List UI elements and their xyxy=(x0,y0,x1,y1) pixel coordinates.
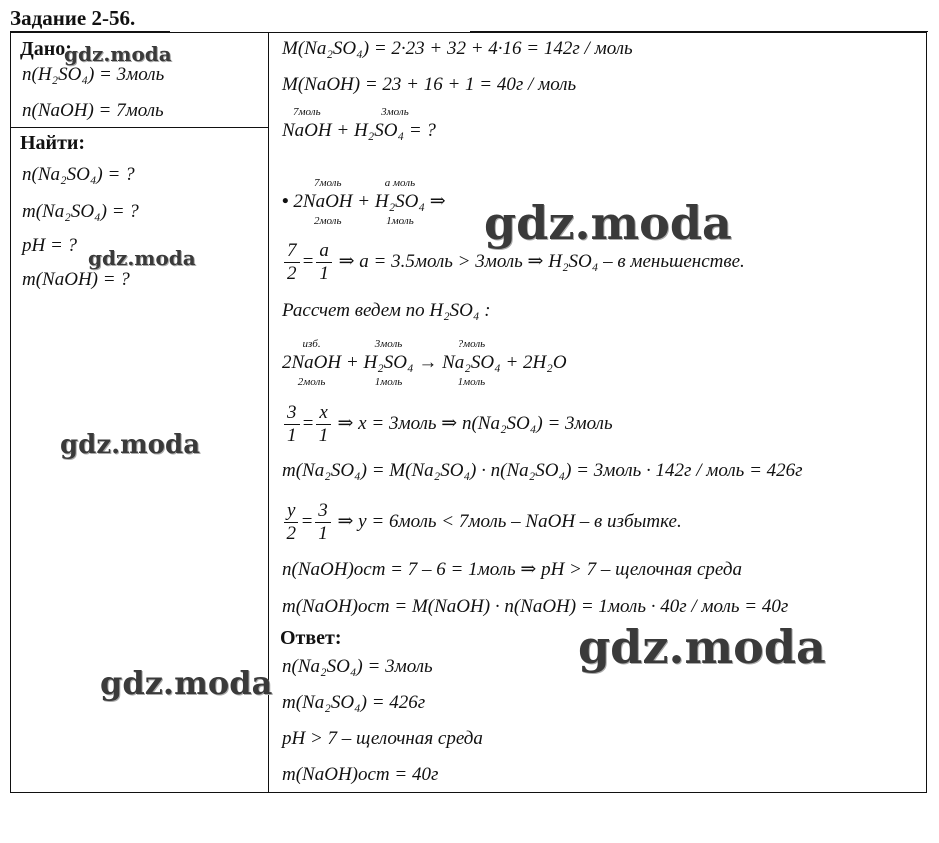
n-naoh-rest: n(NaOH)ост = 7 – 6 = 1моль ⇒ pH > 7 – щелочная среда xyxy=(282,559,742,580)
eq2-middle: H₂SO₄ xyxy=(374,191,426,212)
ratio2-den2: 1 xyxy=(318,425,329,446)
eq3-middle-over: 3моль xyxy=(374,338,403,350)
eq3-middle-under: 1моль xyxy=(374,376,403,388)
watermark: gdz.moda xyxy=(484,196,732,250)
eq2-left-over: 7моль xyxy=(313,177,342,189)
bullet-icon: • xyxy=(282,191,289,212)
ratio1-den1: 2 xyxy=(287,263,297,284)
ratio2-num1: 3 xyxy=(284,402,300,425)
eq2-coef: 2 xyxy=(293,191,303,212)
eq3-left-over: изб. xyxy=(302,338,321,350)
calc-note: Рассчет ведем по H₂SO₄ : xyxy=(282,300,491,321)
eq3-middle: H₂SO₄ xyxy=(363,352,414,373)
ratio3-den2: 1 xyxy=(318,523,328,544)
ratio2-num2: x xyxy=(316,402,330,425)
find-heading: Найти: xyxy=(20,132,86,154)
equation-3: изб. 2NaOH 2моль + 3моль H₂SO₄ 1моль → ?моль Na₂SO₄ 1моль + 2H₂O xyxy=(282,338,567,388)
ratio1-text: ⇒ a = 3.5моль > 3моль ⇒ H₂SO₄ – в меньшенстве. xyxy=(338,250,745,272)
ratio3-text: ⇒ y = 6моль < 7моль – NaOH – в избытке. xyxy=(337,510,682,532)
eq1-left-over: 7моль xyxy=(293,106,321,118)
find-item: m(Na₂SO₄) = ? xyxy=(22,201,139,222)
equation-1: 7моль NaOH + 3моль H₂SO₄ = ? xyxy=(282,106,436,141)
given-item: n(H₂SO₄) = 3моль xyxy=(22,64,165,85)
ratio3-den1: 2 xyxy=(286,523,296,544)
eq2-left: NaOH xyxy=(302,191,353,212)
ratio-2: $\frac{3}{1}$ = $\frac{x}{1}$ ⇒ x = 3моль ⇒ n(Na₂SO₄) = 3моль xyxy=(282,402,613,447)
ratio-3: $\frac{y}{2}$ = $\frac{3}{1}$ ⇒ y = 6моль < 7моль – NaOH – в избытке. xyxy=(282,500,682,545)
molar-mass-na2so4: M(Na₂SO₄) = 2·23 + 32 + 4·16 = 142г / моль xyxy=(282,38,633,59)
eq2-arrow: ⇒ xyxy=(429,191,446,212)
ratio3-num1: y xyxy=(284,500,298,523)
eq2-middle-under: 1моль xyxy=(386,215,414,227)
eq3-left-under: 2моль xyxy=(297,376,326,388)
watermark: gdz.moda xyxy=(64,42,172,66)
eq3-right-over: ?моль xyxy=(457,338,486,350)
find-item: m(NaOH) = ? xyxy=(22,269,130,290)
find-item: n(Na₂SO₄) = ? xyxy=(22,164,135,185)
ratio2-den1: 1 xyxy=(287,425,297,446)
eq2-left-under: 2моль xyxy=(313,215,342,227)
ratio2-text: ⇒ x = 3моль ⇒ n(Na₂SO₄) = 3моль xyxy=(337,412,613,434)
ratio1-den2: 1 xyxy=(319,263,329,284)
answer-item: m(Na₂SO₄) = 426г xyxy=(282,692,426,713)
eq1-left: NaOH xyxy=(282,120,332,141)
m-naoh-rest: m(NaOH)ост = M(NaOH) · n(NaOH) = 1моль · 40г / моль = 40г xyxy=(282,596,789,617)
answer-heading: Ответ: xyxy=(280,627,342,649)
molar-mass-naoh: M(NaOH) = 23 + 16 + 1 = 40г / моль xyxy=(282,74,577,95)
mass-na2so4: m(Na₂SO₄) = M(Na₂SO₄) · n(Na₂SO₄) = 3моль · 142г / моль = 426г xyxy=(282,460,803,481)
answer-item: n(Na₂SO₄) = 3моль xyxy=(282,656,433,677)
given-item: n(NaOH) = 7моль xyxy=(22,100,164,121)
ratio3-num2: 3 xyxy=(315,500,331,523)
watermark: gdz.moda xyxy=(60,430,201,460)
ratio1-num2: a xyxy=(316,240,332,263)
given-heading: Дано: xyxy=(20,38,72,60)
given-find-divider xyxy=(10,127,268,128)
answer-item: pH > 7 – щелочная среда xyxy=(282,728,483,749)
task-title: Задание 2-56. xyxy=(10,6,136,30)
eq1-middle: H₂SO₄ = ? xyxy=(353,120,436,141)
watermark: gdz.moda xyxy=(578,620,826,674)
eq3-right: Na₂SO₄ xyxy=(442,352,501,373)
ratio-1: $\frac{7}{2}$ = $\frac{a}{1}$ ⇒ a = 3.5моль > 3моль ⇒ H₂SO₄ – в меньшенстве. xyxy=(282,240,745,285)
answer-item: m(NaOH)ост = 40г xyxy=(282,764,439,785)
equation-2: • 2 7моль NaOH 2моль + a моль H₂SO₄ 1моль ⇒ xyxy=(282,177,446,227)
watermark: gdz.moda xyxy=(100,664,273,702)
eq1-middle-over: 3моль xyxy=(381,106,409,118)
eq2-middle-over: a моль xyxy=(384,177,416,189)
ratio1-num1: 7 xyxy=(284,240,300,263)
find-item: pH = ? xyxy=(22,235,78,256)
eq3-tail: + 2H₂O xyxy=(505,352,567,373)
eq3-left: 2NaOH xyxy=(282,352,342,373)
eq3-right-under: 1моль xyxy=(457,376,486,388)
watermark: gdz.moda xyxy=(88,246,196,270)
